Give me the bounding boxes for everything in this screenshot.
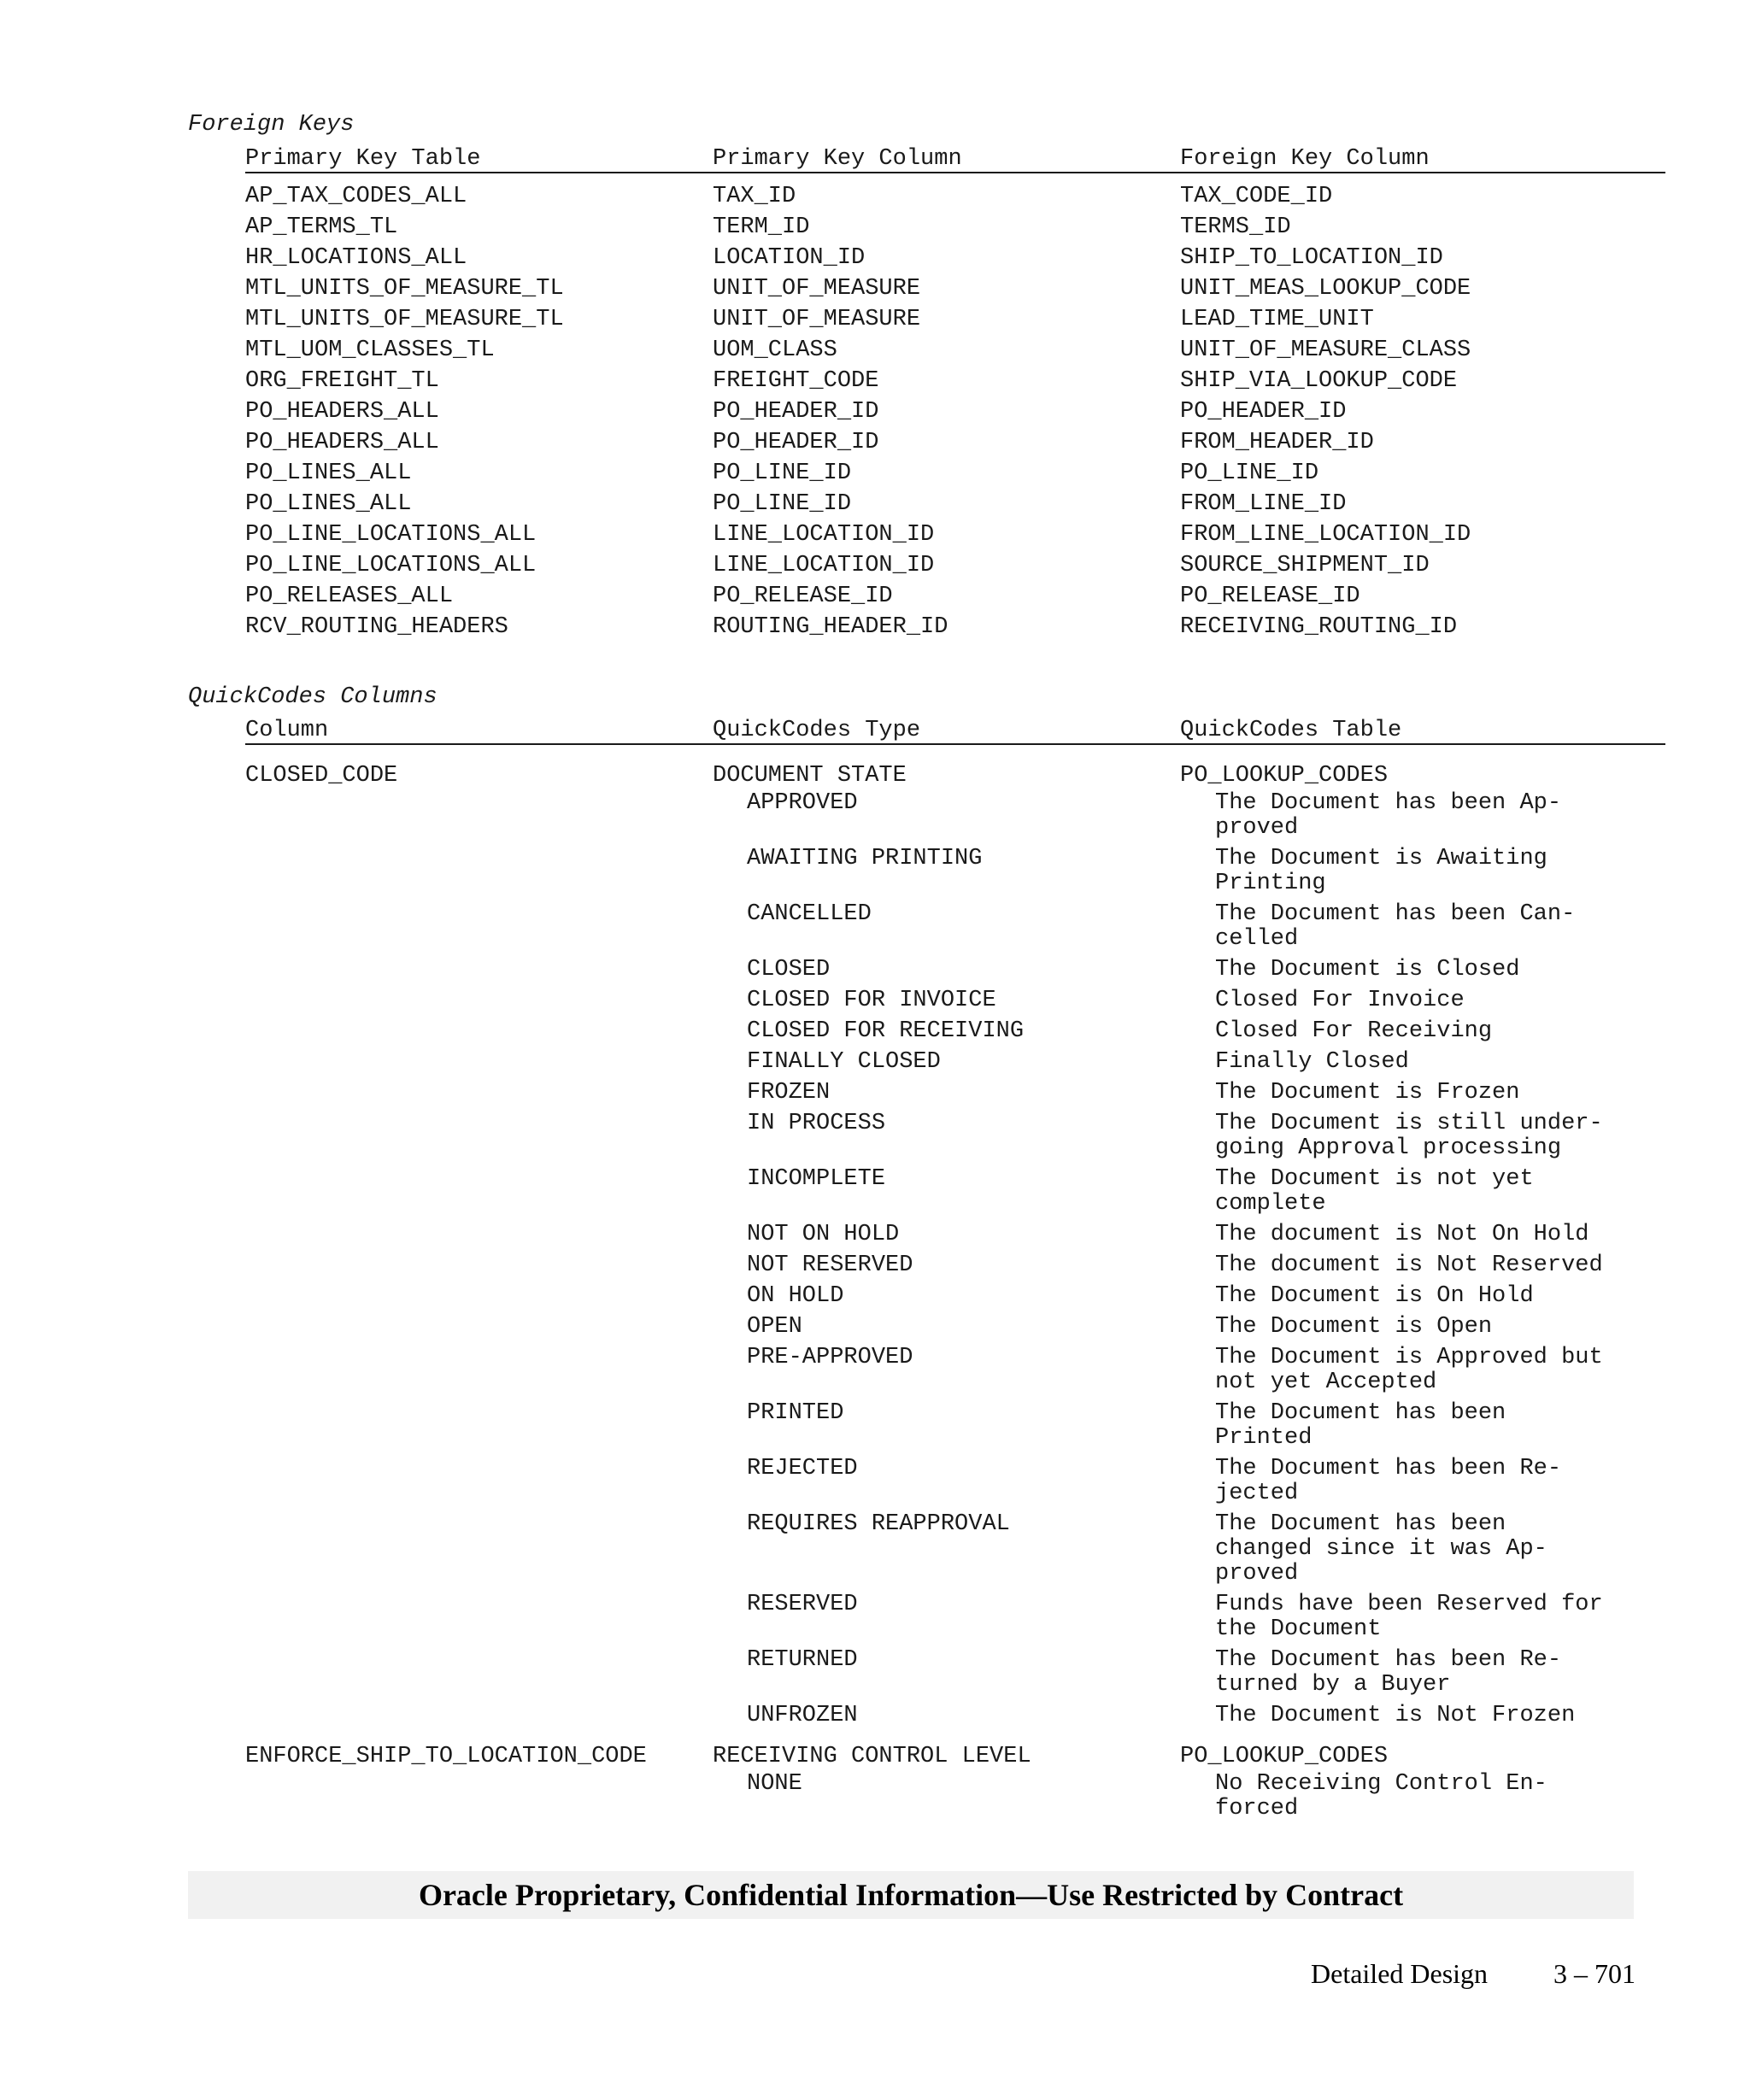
- fk-pk-table: PO_LINE_LOCATIONS_ALL: [245, 553, 537, 578]
- fk-header-fk-column: Foreign Key Column: [1180, 146, 1430, 172]
- qc-header-table: QuickCodes Table: [1180, 718, 1402, 743]
- fk-pk-table: PO_HEADERS_ALL: [245, 399, 439, 425]
- fk-fk-column: FROM_HEADER_ID: [1180, 430, 1374, 455]
- fk-pk-column: PO_RELEASE_ID: [713, 584, 893, 609]
- qc-lookup-meaning: The Document is Awaiting Printing: [1215, 846, 1547, 896]
- qc-lookup-code: REJECTED: [747, 1456, 858, 1481]
- fk-pk-column: PO_LINE_ID: [713, 460, 852, 486]
- qc-lookup-code: NOT ON HOLD: [747, 1222, 900, 1247]
- fk-pk-table: RCV_ROUTING_HEADERS: [245, 614, 508, 640]
- qc-lookup-code: ON HOLD: [747, 1283, 844, 1309]
- fk-pk-column: PO_LINE_ID: [713, 491, 852, 517]
- fk-pk-table: PO_LINES_ALL: [245, 491, 412, 517]
- qc-lookup-code: NOT RESERVED: [747, 1252, 913, 1278]
- fk-pk-table: MTL_UNITS_OF_MEASURE_TL: [245, 307, 564, 332]
- qc-lookup-code: RESERVED: [747, 1592, 858, 1617]
- qc-table-name: PO_LOOKUP_CODES: [1180, 763, 1389, 789]
- qc-lookup-meaning: The Document is On Hold: [1215, 1283, 1534, 1309]
- qc-lookup-meaning: The Document has been Re- jected: [1215, 1456, 1562, 1506]
- qc-lookup-meaning: The Document is Open: [1215, 1314, 1493, 1340]
- qc-lookup-code: PRE-APPROVED: [747, 1345, 913, 1370]
- fk-pk-table: PO_LINES_ALL: [245, 460, 412, 486]
- qc-lookup-code: FINALLY CLOSED: [747, 1049, 941, 1075]
- qc-type-name: DOCUMENT STATE: [713, 763, 907, 789]
- qc-header-type: QuickCodes Type: [713, 718, 921, 743]
- qc-header-rule: [245, 743, 1665, 745]
- fk-pk-column: UNIT_OF_MEASURE: [713, 276, 921, 302]
- fk-pk-column: TAX_ID: [713, 184, 796, 209]
- fk-pk-table: MTL_UOM_CLASSES_TL: [245, 337, 495, 363]
- fk-pk-table: PO_LINE_LOCATIONS_ALL: [245, 522, 537, 548]
- fk-header-rule: [245, 172, 1665, 173]
- fk-pk-table: AP_TAX_CODES_ALL: [245, 184, 467, 209]
- section-name: Detailed Design: [1311, 1958, 1489, 1989]
- qc-column-name: ENFORCE_SHIP_TO_LOCATION_CODE: [245, 1744, 647, 1769]
- qc-lookup-code: IN PROCESS: [747, 1111, 886, 1136]
- fk-pk-table: PO_RELEASES_ALL: [245, 584, 454, 609]
- qc-column-name: CLOSED_CODE: [245, 763, 398, 789]
- qc-lookup-code: AWAITING PRINTING: [747, 846, 983, 871]
- fk-fk-column: LEAD_TIME_UNIT: [1180, 307, 1374, 332]
- fk-pk-column: PO_HEADER_ID: [713, 430, 879, 455]
- qc-lookup-meaning: The Document has been Can- celled: [1215, 901, 1576, 952]
- qc-lookup-code: NONE: [747, 1771, 802, 1797]
- qc-lookup-code: FROZEN: [747, 1080, 831, 1106]
- qc-lookup-code: CLOSED FOR INVOICE: [747, 988, 996, 1013]
- fk-pk-column: LOCATION_ID: [713, 245, 866, 271]
- qc-lookup-meaning: The document is Not Reserved: [1215, 1252, 1603, 1278]
- fk-fk-column: FROM_LINE_LOCATION_ID: [1180, 522, 1471, 548]
- fk-fk-column: UNIT_MEAS_LOOKUP_CODE: [1180, 276, 1471, 302]
- fk-pk-column: TERM_ID: [713, 214, 810, 240]
- quickcodes-title: QuickCodes Columns: [188, 684, 438, 710]
- qc-lookup-meaning: The Document has been Re- turned by a Buyer: [1215, 1647, 1562, 1698]
- qc-lookup-meaning: The Document is Closed: [1215, 957, 1520, 983]
- qc-lookup-code: OPEN: [747, 1314, 802, 1340]
- fk-fk-column: PO_RELEASE_ID: [1180, 584, 1360, 609]
- qc-lookup-code: CANCELLED: [747, 901, 872, 927]
- foreign-keys-title: Foreign Keys: [188, 112, 355, 138]
- qc-lookup-meaning: The Document has been changed since it was Ap- proved: [1215, 1511, 1547, 1587]
- qc-type-name: RECEIVING CONTROL LEVEL: [713, 1744, 1031, 1769]
- qc-lookup-code: CLOSED: [747, 957, 831, 983]
- confidential-text: Oracle Proprietary, Confidential Information––Use Restricted by Contract: [418, 1878, 1404, 1912]
- fk-pk-column: UNIT_OF_MEASURE: [713, 307, 921, 332]
- qc-lookup-meaning: Closed For Receiving: [1215, 1018, 1493, 1044]
- qc-header-column: Column: [245, 718, 329, 743]
- qc-lookup-meaning: The Document is still under- going Approval processing: [1215, 1111, 1603, 1161]
- fk-pk-column: FREIGHT_CODE: [713, 368, 879, 394]
- qc-lookup-meaning: The Document is Frozen: [1215, 1080, 1520, 1106]
- fk-pk-column: UOM_CLASS: [713, 337, 837, 363]
- fk-pk-table: ORG_FREIGHT_TL: [245, 368, 439, 394]
- fk-pk-column: PO_HEADER_ID: [713, 399, 879, 425]
- qc-lookup-code: UNFROZEN: [747, 1703, 858, 1728]
- qc-table-name: PO_LOOKUP_CODES: [1180, 1744, 1389, 1769]
- qc-lookup-code: RETURNED: [747, 1647, 858, 1673]
- qc-lookup-meaning: The Document has been Printed: [1215, 1400, 1506, 1451]
- fk-fk-column: PO_HEADER_ID: [1180, 399, 1347, 425]
- qc-lookup-meaning: Closed For Invoice: [1215, 988, 1465, 1013]
- qc-lookup-code: REQUIRES REAPPROVAL: [747, 1511, 1010, 1537]
- qc-lookup-code: PRINTED: [747, 1400, 844, 1426]
- fk-fk-column: RECEIVING_ROUTING_ID: [1180, 614, 1458, 640]
- fk-fk-column: SHIP_VIA_LOOKUP_CODE: [1180, 368, 1458, 394]
- qc-lookup-meaning: No Receiving Control En- forced: [1215, 1771, 1547, 1821]
- fk-pk-table: AP_TERMS_TL: [245, 214, 398, 240]
- qc-lookup-code: CLOSED FOR RECEIVING: [747, 1018, 1025, 1044]
- fk-fk-column: FROM_LINE_ID: [1180, 491, 1347, 517]
- qc-lookup-meaning: The Document is Approved but not yet Accepted: [1215, 1345, 1603, 1395]
- qc-lookup-code: INCOMPLETE: [747, 1166, 886, 1192]
- qc-lookup-meaning: Finally Closed: [1215, 1049, 1409, 1075]
- fk-pk-table: PO_HEADERS_ALL: [245, 430, 439, 455]
- fk-fk-column: SHIP_TO_LOCATION_ID: [1180, 245, 1443, 271]
- qc-lookup-meaning: The Document has been Ap- proved: [1215, 790, 1562, 841]
- fk-header-pk-table: Primary Key Table: [245, 146, 481, 172]
- fk-pk-column: ROUTING_HEADER_ID: [713, 614, 948, 640]
- qc-lookup-meaning: The Document is Not Frozen: [1215, 1703, 1576, 1728]
- fk-fk-column: SOURCE_SHIPMENT_ID: [1180, 553, 1430, 578]
- qc-lookup-meaning: The Document is not yet complete: [1215, 1166, 1534, 1217]
- fk-fk-column: UNIT_OF_MEASURE_CLASS: [1180, 337, 1471, 363]
- qc-lookup-code: APPROVED: [747, 790, 858, 816]
- fk-pk-table: MTL_UNITS_OF_MEASURE_TL: [245, 276, 564, 302]
- page-number: 3 – 701: [1553, 1958, 1635, 1989]
- confidential-banner: [188, 1871, 1634, 1919]
- fk-fk-column: TAX_CODE_ID: [1180, 184, 1333, 209]
- fk-pk-table: HR_LOCATIONS_ALL: [245, 245, 467, 271]
- fk-pk-column: LINE_LOCATION_ID: [713, 553, 935, 578]
- fk-pk-column: LINE_LOCATION_ID: [713, 522, 935, 548]
- fk-fk-column: TERMS_ID: [1180, 214, 1291, 240]
- qc-lookup-meaning: The document is Not On Hold: [1215, 1222, 1589, 1247]
- qc-lookup-meaning: Funds have been Reserved for the Document: [1215, 1592, 1603, 1642]
- fk-header-pk-column: Primary Key Column: [713, 146, 962, 172]
- fk-fk-column: PO_LINE_ID: [1180, 460, 1319, 486]
